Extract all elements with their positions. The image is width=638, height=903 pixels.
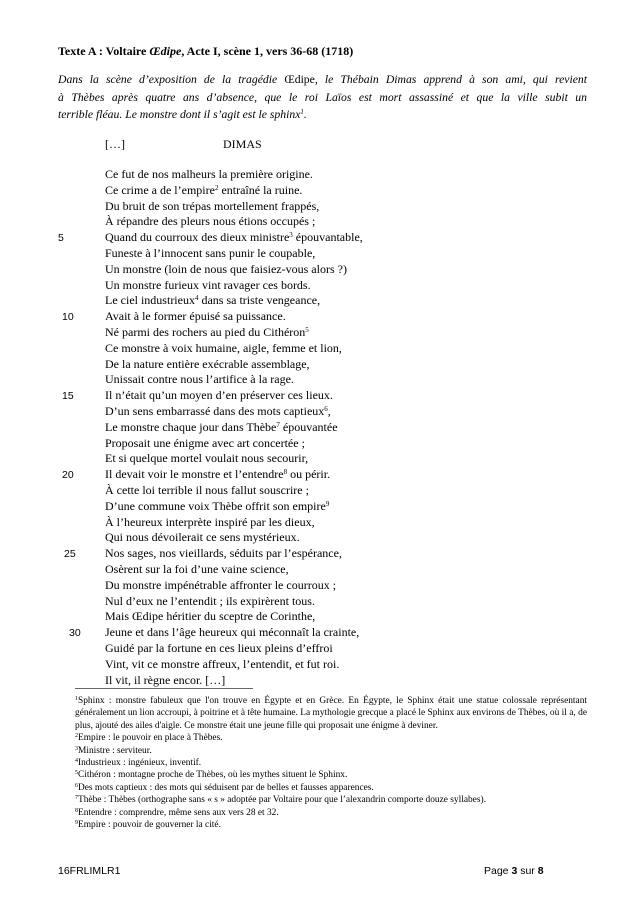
verse-line: Jeune et dans l’âge heureux qui méconnaît la crainte,: [105, 625, 360, 640]
verse-line: Vint, vit ce monstre affreux, l’entendit, et fut roi.: [105, 656, 340, 671]
verse-line: À répandre des pleurs nous étions occupés ;: [105, 214, 316, 229]
speaker-line: [105, 137, 262, 152]
footnote: $^9$Empire : pouvoir de gouverner la cité.: [75, 820, 221, 831]
verse-line: Il n’était qu’un moyen d’en préserver ces lieux.: [105, 388, 333, 403]
verse-line: Quand du courroux des dieux ministre$^3$ épouvantable,: [105, 230, 363, 245]
footnote: $^5$Cithéron : montagne proche de Thèbes, où les mythes situent le Sphinx.: [75, 770, 348, 781]
verse-line: Mais Œdipe héritier du sceptre de Corinthe,: [105, 609, 316, 624]
verse-line: Un monstre furieux vint ravager ces bords.: [105, 277, 311, 292]
line-number: 20: [62, 469, 74, 482]
verse-line: À l’heureux interprète inspiré par les dieux,: [105, 514, 315, 529]
verse-line: Funeste à l’innocent sans punir le coupable,: [105, 245, 316, 260]
verse-line: Nos sages, nos vieillards, séduits par l’espérance,: [105, 546, 342, 561]
verse-line: D’une commune voix Thèbe offrit son empire$^9$: [105, 498, 330, 513]
line-number: 10: [62, 311, 74, 324]
intro-paragraph: [58, 71, 587, 124]
footnote-separator: [75, 688, 253, 689]
title-prefix: Texte A : Voltaire: [58, 44, 150, 58]
verse-line: Guidé par la fortune en ces lieux pleins d’effroi: [105, 640, 333, 655]
verse-line: Osèrent sur la foi d’une vaine science,: [105, 561, 289, 576]
title-work: Œdipe: [149, 44, 182, 58]
verse-line: Il devait voir le monstre et l’entendre$^8$ ou périr.: [105, 467, 331, 482]
speaker-name: DIMAS: [223, 137, 262, 151]
footnote: $^2$Empire : le pouvoir en place à Thèbes.: [75, 733, 223, 744]
text-title: [58, 44, 588, 58]
verse-line: À cette loi terrible il nous fallut souscrire ;: [105, 482, 309, 497]
verse-line: De la nature entière exécrable assemblage,: [105, 356, 310, 371]
verse-line: Un monstre (loin de nous que faisiez-vous alors ?): [105, 261, 347, 276]
footnote: $^1$Sphinx : monstre fabuleux que l'on trouve en Égypte et en Grèce. En Égypte, le Sphinx était une statue colossale représentant généralement un lion accroupi, à poitrine et à tête humaine. La mythologie grecque a placé le Sphinx aux environs de Thèbes, où il a, de plus, ajouté des ailes d'aigle. Ce monstre était une jeune fille qui proposait une énigme à deviner.: [75, 696, 587, 731]
ellipsis-marker: […]: [105, 137, 125, 151]
verse-line: Qui nous dévoilerait ce sens mystérieux.: [105, 530, 300, 545]
line-number: 25: [64, 548, 76, 561]
intro-line-2: à Thèbes après quatre ans d’absence, que le roi Laïos est mort assassiné et que la ville subit un: [58, 90, 587, 104]
verse-line: Nul d’eux ne l’entendit ; ils expirèrent tous.: [105, 593, 315, 608]
verse-line: Né parmi des rochers au pied du Cithéron$^5$: [105, 324, 309, 339]
verse-line: Unissait contre nous l’artifice à la rage.: [105, 372, 294, 387]
verse-line: Avait à le former épuisé sa puissance.: [105, 309, 286, 324]
intro-line-3: terrible fléau. Le monstre dont il s’agit est le sphinx$^1$.: [58, 108, 307, 121]
footnote: $^6$Des mots captieux : des mots qui séduisent par de belles et fausses apparences.: [75, 782, 374, 793]
verse-line: Ce monstre à voix humaine, aigle, femme et lion,: [105, 340, 342, 355]
verse-line: D’un sens embarrassé dans des mots captieux$^6$,: [105, 403, 331, 418]
intro-line-1: Dans la scène d’exposition de la tragédie Œdipe, le Thébain Dimas apprend à son ami, qui revient: [58, 73, 587, 86]
verse-block: [105, 167, 545, 688]
line-number: 15: [62, 390, 74, 403]
footnote: $^3$Ministre : serviteur.: [75, 745, 152, 756]
title-suffix: , Acte I, scène 1, vers 36-68 (1718): [181, 44, 354, 58]
verse-line: Ce crime a de l’empire$^2$ entraîné la ruine.: [105, 182, 303, 197]
verse-line: Proposait une énigme avec art concertée ;: [105, 435, 305, 450]
footnote: $^7$Thèbe : Thèbes (orthographe sans « s » adoptée par Voltaire pour que l’alexandrin comporte douze syllabes).: [75, 795, 486, 806]
line-number: 30: [69, 627, 81, 640]
verse-line: Du bruit de son trépas mortellement frappés,: [105, 198, 320, 213]
page-indicator: Page 3 sur 8: [484, 865, 544, 877]
verse-line: Du monstre impénétrable affronter le courroux ;: [105, 577, 337, 592]
verse-line: Le ciel industrieux$^4$ dans sa triste vengeance,: [105, 293, 321, 308]
verse-line: Il vit, il règne encor. […]: [105, 672, 226, 687]
verse-line: Ce fut de nos malheurs la première origine.: [105, 167, 313, 181]
verse-line: Et si quelque mortel voulait nous secourir,: [105, 451, 309, 466]
footnote: $^8$Entendre : comprendre, même sens aux vers 28 et 32.: [75, 807, 279, 818]
line-number: 5: [58, 232, 64, 245]
footnote: $^4$Industrieux : ingénieux, inventif.: [75, 758, 202, 769]
footnotes: [75, 695, 587, 831]
verse-line: Le monstre chaque jour dans Thèbe$^7$ épouvantée: [105, 419, 338, 434]
exam-code: 16FRLIMLR1: [58, 865, 121, 877]
